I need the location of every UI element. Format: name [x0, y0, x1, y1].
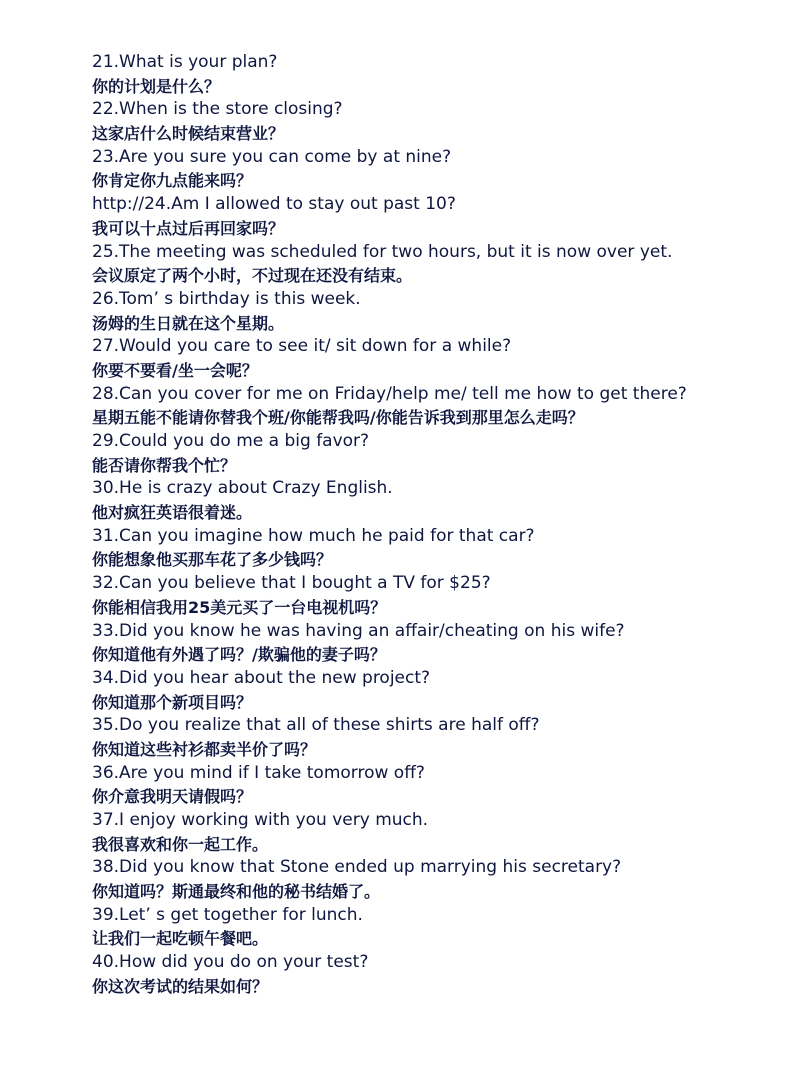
english-sentence: 30.He is crazy about Crazy English.: [92, 478, 393, 499]
chinese-translation: 你知道他有外遇了吗？/欺骗他的妻子吗？: [92, 645, 386, 665]
phrase-item: [92, 146, 782, 193]
english-sentence: 39.Let’ s get together for lunch.: [92, 904, 363, 925]
phrase-item: [92, 856, 782, 903]
english-sentence: 31.Can you imagine how much he paid for that car?: [92, 525, 535, 546]
chinese-translation: 我很喜欢和你一起工作。: [92, 834, 269, 854]
english-sentence: 25.The meeting was scheduled for two hours, but it is now over yet.: [92, 241, 673, 262]
english-sentence: 27.Would you care to see it/ sit down for a while?: [92, 336, 512, 357]
phrase-item: [92, 620, 782, 667]
english-sentence: 23.Are you sure you can come by at nine?: [92, 146, 452, 167]
english-sentence: 21.What is your plan?: [92, 52, 278, 72]
chinese-translation: 你肯定你九点能来吗？: [92, 171, 253, 191]
phrase-item: [92, 193, 782, 240]
english-sentence: 29.Could you do me a big favor?: [92, 431, 370, 451]
english-sentence: 40.How did you do on your test?: [92, 952, 369, 973]
chinese-translation: 他对疯狂英语很着迷。: [92, 503, 253, 523]
chinese-translation: 汤姆的生日就在这个星期。: [92, 313, 285, 333]
chinese-translation: 你能相信我用25美元买了一台电视机吗？: [92, 597, 387, 617]
english-sentence: 26.Tom’ s birthday is this week.: [92, 288, 361, 309]
chinese-translation: 你能想象他买那车花了多少钱吗？: [92, 550, 333, 570]
phrase-item: [92, 572, 782, 619]
chinese-translation: 会议原定了两个小时，不过现在还没有结束。: [92, 266, 413, 286]
chinese-translation: 这家店什么时候结束营业？: [92, 124, 285, 144]
phrase-item: [92, 383, 782, 430]
chinese-translation: 你知道那个新项目吗？: [92, 692, 253, 712]
phrase-item: [92, 762, 782, 809]
english-sentence: 37.I enjoy working with you very much.: [92, 810, 429, 830]
phrase-item: [92, 430, 782, 477]
phrase-item: [92, 335, 782, 382]
english-sentence: 32.Can you believe that I bought a TV for $25?: [92, 573, 491, 594]
chinese-translation: 你知道这些衬衫都卖半价了吗？: [92, 739, 317, 759]
english-sentence: 36.Are you mind if I take tomorrow off?: [92, 762, 425, 783]
chinese-translation: 你这次考试的结果如何？: [92, 976, 269, 996]
english-sentence: 35.Do you realize that all of these shirts are half off?: [92, 715, 540, 736]
phrase-item: [92, 98, 782, 145]
phrase-item: [92, 51, 782, 98]
chinese-translation: 能否请你帮我个忙？: [92, 455, 237, 475]
phrase-item: [92, 241, 782, 288]
phrase-item: [92, 809, 782, 856]
chinese-translation: 你知道吗？斯通最终和他的秘书结婚了。: [92, 882, 381, 902]
phrase-list: [92, 51, 782, 999]
phrase-item: [92, 288, 782, 335]
phrase-item: [92, 714, 782, 761]
english-sentence: http://24.Am I allowed to stay out past 10?: [92, 194, 456, 215]
chinese-translation: 你要不要看/坐一会呢？: [92, 360, 258, 380]
chinese-translation: 星期五能不能请你替我个班/你能帮我吗/你能告诉我到那里怎么走吗？: [92, 408, 584, 428]
english-sentence: 38.Did you know that Stone ended up marrying his secretary?: [92, 857, 622, 878]
phrase-item: [92, 904, 782, 951]
english-sentence: 22.When is the store closing?: [92, 99, 343, 120]
english-sentence: 28.Can you cover for me on Friday/help me/ tell me how to get there?: [92, 383, 687, 404]
chinese-translation: 让我们一起吃顿午餐吧。: [92, 929, 269, 949]
phrase-item: [92, 477, 782, 524]
chinese-translation: 我可以十点过后再回家吗？: [92, 218, 285, 238]
english-sentence: 33.Did you know he was having an affair/cheating on his wife?: [92, 620, 625, 641]
phrase-item: [92, 951, 782, 998]
english-sentence: 34.Did you hear about the new project?: [92, 667, 431, 688]
phrase-item: [92, 525, 782, 572]
chinese-translation: 你介意我明天请假吗？: [92, 787, 253, 807]
phrase-item: [92, 667, 782, 714]
chinese-translation: 你的计划是什么？: [92, 76, 221, 96]
